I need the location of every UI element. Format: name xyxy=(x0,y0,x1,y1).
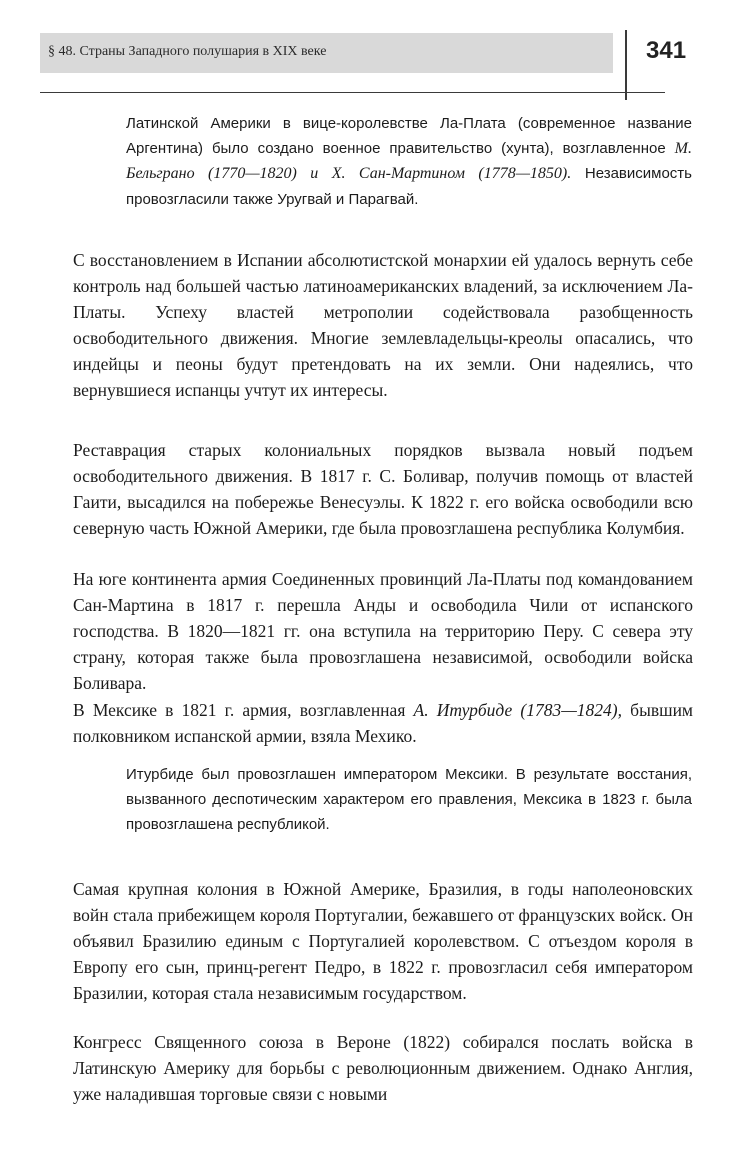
paragraph-4 xyxy=(73,697,693,749)
running-header-title: § 48. Страны Западного полушария в XIX веке xyxy=(48,44,327,59)
supplementary-text-block-1 xyxy=(126,111,692,212)
header-divider xyxy=(625,30,627,100)
box1-text-b: Независимость провозгласили также Уругвай и Парагвай. xyxy=(126,165,692,208)
paragraph-1: С восстановлением в Испании абсолютистской монархии ей удалось вернуть себе контроль над большей частью латиноамериканских владений, за исключением Ла-Платы. Успеху властей метрополии содействовала разобщенность освободительного движения. Многие землевладельцы-креолы опасались, что индейцы и пеоны будут претендовать на их земли. Они надеялись, что вернувшиеся испанцы учтут их интересы. xyxy=(73,250,693,400)
page-number: 341 xyxy=(646,37,687,64)
paragraph-3: На юге континента армия Соединенных провинций Ла-Платы под командованием Сан-Мартина в 1817 г. перешла Анды и освободила Чили от испанского господства. В 1820—1821 гг. она вступила на территорию Перу. С севера эту страну, которая также была провозглашена независимой, освободили войска Боливара. xyxy=(73,569,693,693)
paragraph-2: Реставрация старых колониальных порядков вызвала новый подъем освободительного движения. В 1817 г. С. Боливар, получив помощь от властей Гаити, высадился на побережье Венесуэлы. К 1822 г. его войска освободили всю северную часть Южной Америки, где была провозглашена республика Колумбия. xyxy=(73,440,693,538)
p4-text-b: бывшим полковником испанской армии, взяла Мехико. xyxy=(73,700,694,746)
box1-italic: М. Бельграно (1770—1820) и Х. Сан-Мартином (1778—1850). xyxy=(126,140,692,183)
paragraph-6: Конгресс Священного союза в Вероне (1822) собирался послать войска в Латинскую Америку для борьбы с революционным движением. Однако Англия, уже наладившая торговые связи с новыми xyxy=(73,1032,693,1104)
header-underline xyxy=(40,92,665,93)
box1-text-a: Латинской Америки в вице-королевстве Ла-Плата (современное название Аргентина) было создано военное правительство (хунта), возглавленное xyxy=(126,115,692,158)
p4-italic: А. Итурбиде (1783—1824), xyxy=(413,700,623,720)
supplementary-text-block-2: Итурбиде был провозглашен императором Мексики. В результате восстания, вызванного деспотическим характером его правления, Мексика в 1823 г. была провозглашена республикой. xyxy=(126,766,692,834)
p4-text-a: В Мексике в 1821 г. армия, возглавленная xyxy=(73,700,414,720)
paragraph-5: Самая крупная колония в Южной Америке, Бразилия, в годы наполеоновских войн стала прибежищем короля Португалии, бежавшего от французских войск. Он объявил Бразилию единым с Португалией королевством. С отъездом короля в Европу его сын, принц-регент Педро, в 1822 г. провозгласил себя императором Бразилии, которая стала независимым государством. xyxy=(73,879,693,1003)
